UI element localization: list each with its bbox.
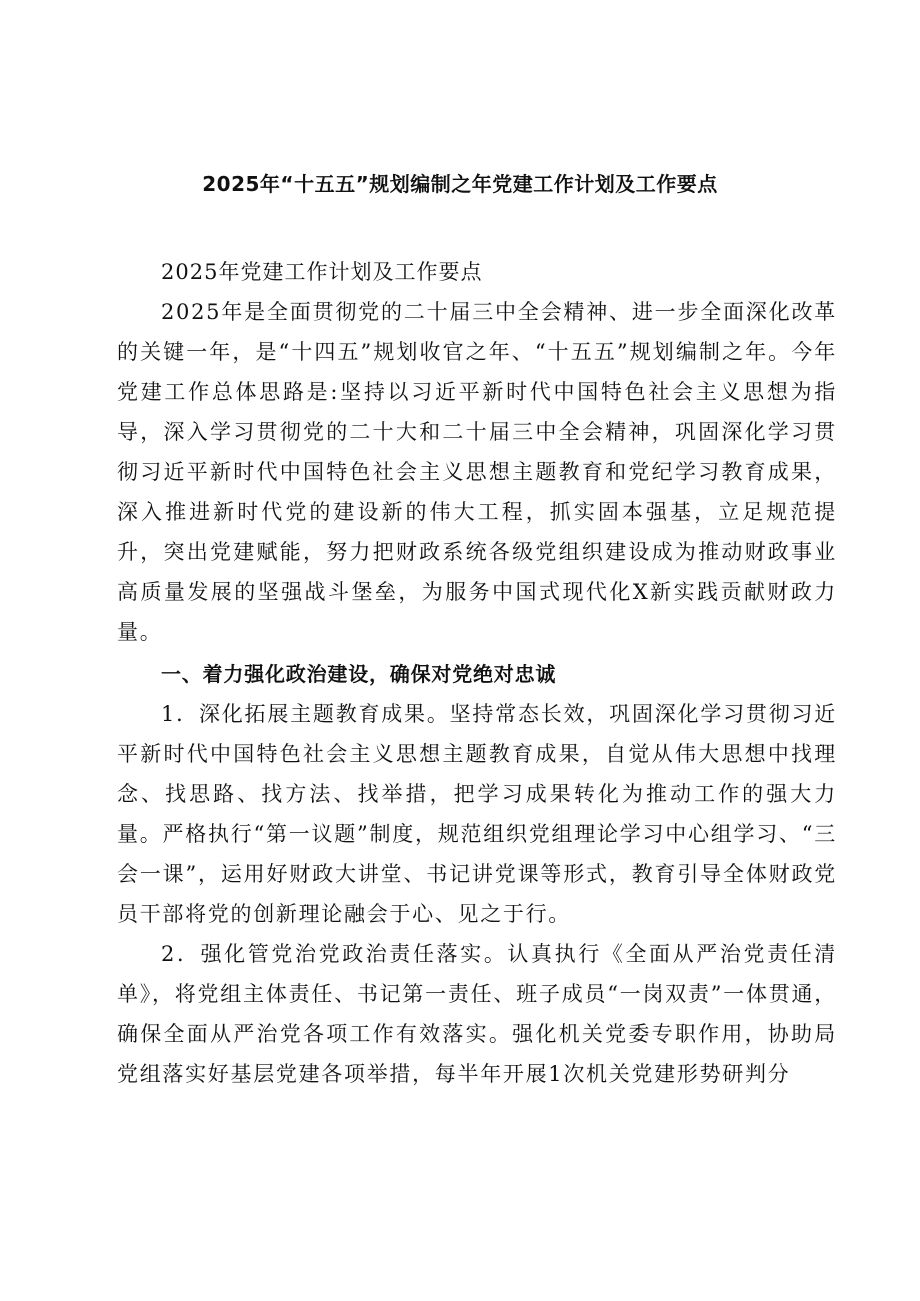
item-paragraph-1: 1．深化拓展主题教育成果。坚持常态长效，巩固深化学习贯彻习近平新时代中国特色社会主义思想主题教育成果，自觉从伟大思想中找理念、找思路、找方法、找举措，把学习成果转化为推动工作的强大力量。严格执行“第一议题”制度，规范组织党组理论学习中心组学习、“三会一课”，运用好财政大讲堂、书记讲党课等形式，教育引导全体财政党员干部将党的创新理论融会于心、见之于行。 — [117, 702, 837, 926]
document-title: 2025年“十五五”规划编制之年党建工作计划及工作要点 — [202, 172, 718, 196]
intro-paragraph: 2025年是全面贯彻党的二十届三中全会精神、进一步全面深化改革的关键一年，是“十四五”规划收官之年、“十五五”规划编制之年。今年党建工作总体思路是:坚持以习近平新时代中国特色社会主义思想为指导，深入学习贯彻党的二十大和二十届三中全会精神，巩固深化学习贯彻习近平新时代中国特色社会主义思想主题教育和党纪学习教育成果，深入推进新时代党的建设新的伟大工程，抓实固本强基，立足规范提升，突出党建赋能，努力把财政系统各级党组织建设成为推动财政事业高质量发展的坚强战斗堡垒，为服务中国式现代化X新实践贡献财政力量。 — [117, 300, 837, 644]
document-subtitle: 2025年党建工作计划及工作要点 — [161, 260, 483, 284]
document-body — [117, 252, 837, 1094]
section-heading: 一、着力强化政治建设，确保对党绝对忠诚 — [161, 662, 557, 686]
item-paragraph-2: 2．强化管党治党政治责任落实。认真执行《全面从严治党责任清单》，将党组主体责任、书记第一责任、班子成员“一岗双责”一体贯通，确保全面从严治党各项工作有效落实。强化机关党委专职作用，协助局党组落实好基层党建各项举措，每半年开展1次机关党建形势研判分 — [117, 942, 837, 1086]
